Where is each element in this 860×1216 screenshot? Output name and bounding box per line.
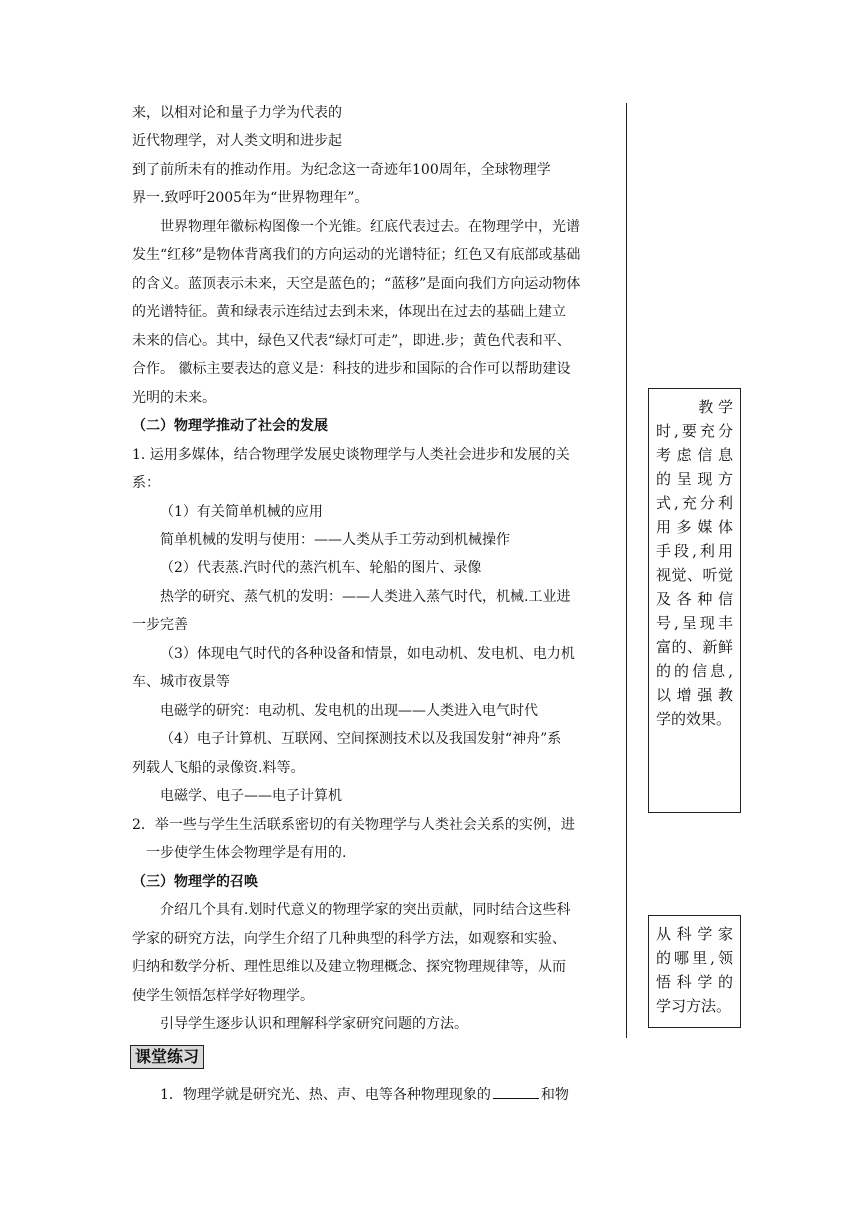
note-line: 富的、新鲜 bbox=[656, 638, 733, 656]
column-divider bbox=[626, 103, 627, 1038]
note-line: 以增强教 bbox=[656, 686, 733, 704]
note-line: 时,要充分 bbox=[656, 422, 733, 440]
body-line: 简单机械的发明与使用：——人类从手工劳动到机械操作 bbox=[160, 532, 510, 548]
question-text: 1．物理学就是研究光、热、声、电等各种物理现象的 bbox=[160, 1087, 491, 1103]
note-line: 及各种信 bbox=[656, 590, 733, 608]
body-line: 未来的信心。其中，绿色又代表“绿灯可走”，即进.步；黄色代表和平、 bbox=[132, 333, 571, 349]
body-line: （1）有关简单机械的应用 bbox=[160, 504, 323, 520]
body-line: 热学的研究、蒸气机的发明：——人类进入蒸气时代，机械.工业进 bbox=[160, 589, 571, 605]
note-line: 的的信息, bbox=[656, 662, 733, 680]
note-line: 视觉、听觉 bbox=[656, 566, 733, 584]
note-line: 用多媒体 bbox=[656, 518, 733, 536]
teaching-note-box bbox=[648, 388, 741, 813]
body-line: （4）电子计算机、互联网、空间探测技术以及我国发射“神舟”系 bbox=[160, 731, 562, 747]
body-line: 界一.致呼吁2005年为“世界物理年”。 bbox=[132, 190, 369, 206]
note-line: 教 学 bbox=[698, 398, 733, 416]
note-line: 学的效果。 bbox=[656, 710, 732, 728]
body-line: （2）代表蒸.汽时代的蒸汽机车、轮船的图片、录像 bbox=[160, 560, 482, 576]
note-line: 的哪里,领 bbox=[656, 949, 733, 967]
body-line: 车、城市夜景等 bbox=[132, 674, 230, 690]
body-line: 一步完善 bbox=[132, 617, 188, 633]
body-line: 的含义。蓝顶表示未来，天空是蓝色的；“蓝移”是面向我们方向运动物体 bbox=[132, 276, 581, 292]
section-heading-3: （三）物理学的召唤 bbox=[132, 874, 258, 890]
note-line: 号,呈现丰 bbox=[656, 614, 733, 632]
body-line: 发生“红移”是物体背离我们的方向运动的光谱特征；红色又有底部或基础 bbox=[132, 247, 581, 263]
body-line: 归纳和数学分析、理性思维以及建立物理概念、探究物理规律等，从而 bbox=[132, 959, 566, 975]
body-line: 1. 运用多媒体，结合物理学发展史谈物理学与人类社会进步和发展的关 bbox=[132, 447, 570, 463]
body-line: 引导学生逐步认识和理解科学家研究问题的方法。 bbox=[160, 1016, 468, 1032]
body-line: 的光谱特征。黄和绿表示连结过去到未来，体现出在过去的基础上建立 bbox=[132, 304, 566, 320]
body-line: 学家的研究方法，向学生介绍了几种典型的科学方法，如观察和实验、 bbox=[132, 931, 566, 947]
body-line: 2．举一些与学生生活联系密切的有关物理学与人类社会关系的实例，进 bbox=[132, 817, 575, 833]
body-line: 光明的未来。 bbox=[132, 390, 216, 406]
question-text-tail: 和物 bbox=[540, 1087, 569, 1103]
note-line: 悟科学的 bbox=[656, 973, 733, 991]
body-line: 电磁学、电子——电子计算机 bbox=[160, 788, 342, 804]
body-line: 使学生领悟怎样学好物理学。 bbox=[132, 988, 314, 1004]
note-line: 从科学家 bbox=[656, 925, 733, 943]
body-line: 介绍几个具有.划时代意义的物理学家的突出贡献，同时结合这些科 bbox=[160, 902, 571, 918]
body-line: 系： bbox=[132, 475, 160, 491]
note-line: 学习方法。 bbox=[656, 997, 732, 1015]
body-line: 来，以相对论和量子力学为代表的 bbox=[132, 105, 342, 121]
body-line: 世界物理年徽标构图像一个光锥。红底代表过去。在物理学中，光谱 bbox=[160, 219, 580, 235]
body-line: （3）体现电气时代的各种设备和情景，如电动机、发电机、电力机 bbox=[160, 646, 575, 662]
note-line: 的呈现方 bbox=[656, 470, 733, 488]
exercise-title: 课堂练习 bbox=[130, 1045, 204, 1069]
body-line: 到了前所未有的推动作用。为纪念这一奇迹年100周年，全球物理学 bbox=[132, 162, 551, 178]
exercise-question-1 bbox=[160, 1084, 569, 1105]
method-note-box bbox=[648, 915, 741, 1028]
body-line: 一步使学生体会物理学是有用的. bbox=[146, 845, 347, 861]
note-line: 手段,利用 bbox=[656, 542, 733, 560]
body-line: 近代物理学，对人类文明和进步起 bbox=[132, 133, 342, 149]
note-line: 考虑信息 bbox=[656, 446, 733, 464]
body-line: 电磁学的研究：电动机、发电机的出现——人类进入电气时代 bbox=[160, 703, 538, 719]
body-line: 列载人飞船的录像资.料等。 bbox=[132, 760, 305, 776]
section-heading-2: （二）物理学推动了社会的发展 bbox=[132, 418, 328, 434]
body-line: 合作。 徽标主要表达的意义是：科技的进步和国际的合作可以帮助建设 bbox=[132, 361, 571, 377]
answer-blank[interactable] bbox=[493, 1084, 539, 1099]
note-line: 式,充分利 bbox=[656, 494, 733, 512]
